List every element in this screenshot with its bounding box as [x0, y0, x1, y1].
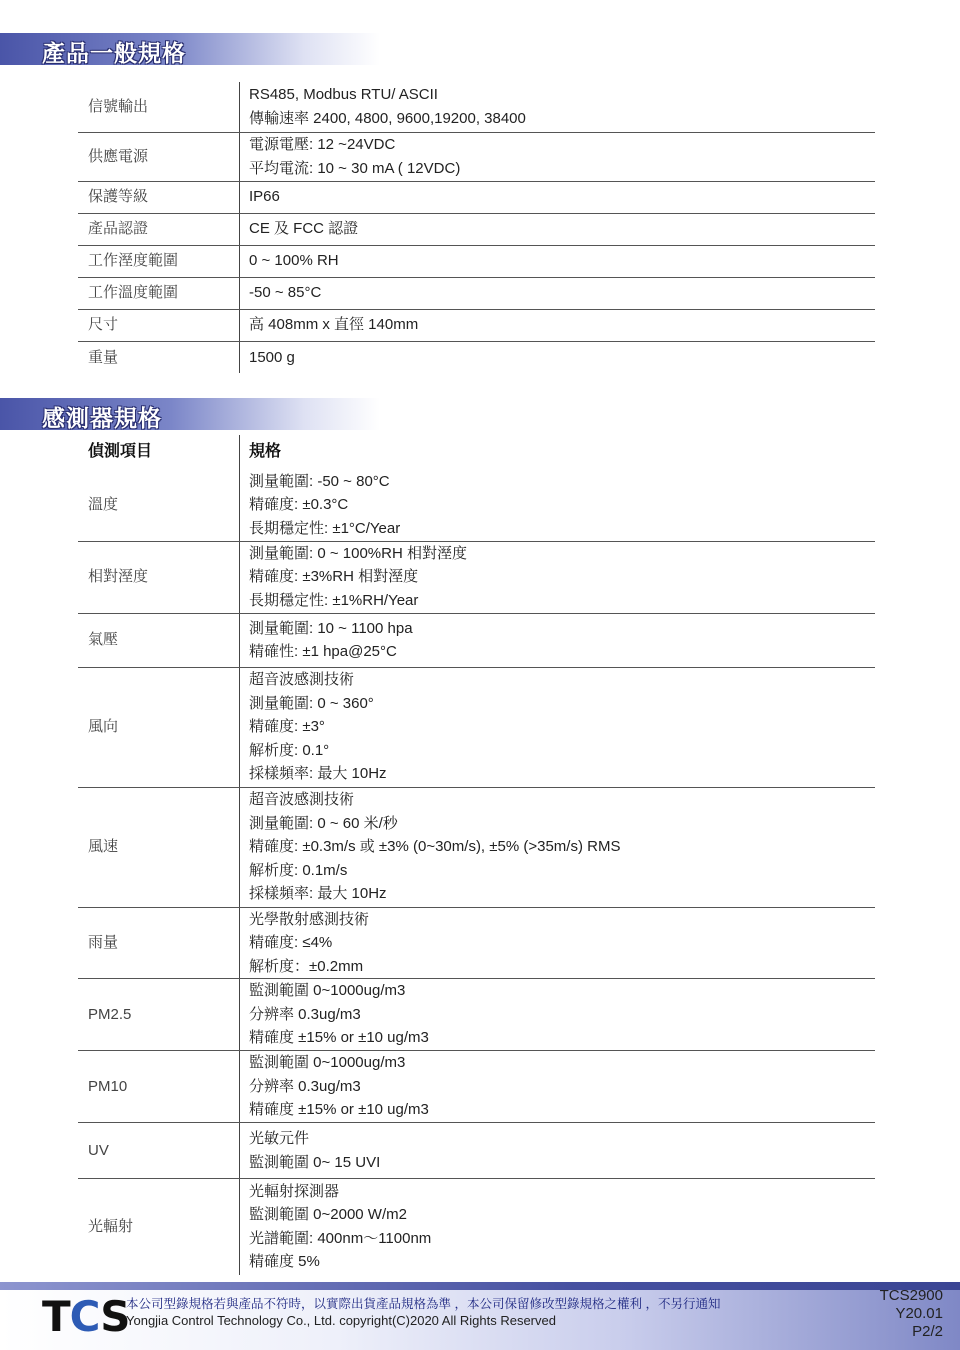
- row-label: 溫度: [78, 469, 240, 541]
- spec-line: 電源電壓: 12 ~24VDC: [249, 136, 396, 153]
- spec-line: 解析度: 0.1°: [249, 741, 330, 759]
- table-row: [78, 469, 875, 541]
- table-row: [78, 82, 875, 132]
- spec-line: 超音波感測技術: [249, 791, 355, 809]
- row-value: [240, 979, 876, 1051]
- header-spec: 規格: [249, 443, 282, 461]
- spec-line: -50 ~ 85°C: [249, 284, 322, 302]
- spec-line: 精確度: ≤4%: [249, 934, 333, 951]
- table-row: [78, 1051, 875, 1123]
- spec-line: 傳輸速率 2400, 4800, 9600,19200, 38400: [249, 109, 526, 127]
- sensor-table-header: [78, 435, 875, 469]
- row-value: [240, 667, 876, 787]
- row-value: [240, 1051, 876, 1123]
- row-value: [240, 787, 876, 907]
- row-label: 保護等級: [78, 181, 240, 213]
- spec-line: IP66: [249, 188, 280, 206]
- row-value: [240, 613, 876, 667]
- spec-line: 高 408mm x 直徑 140mm: [249, 316, 419, 334]
- row-label: PM10: [78, 1051, 240, 1123]
- spec-line: 採樣頻率: 最大 10Hz: [249, 765, 387, 783]
- spec-line: CE 及 FCC 認證: [249, 220, 359, 238]
- sensor-spec-banner: [0, 398, 380, 430]
- sensor-spec-table: [78, 435, 875, 1275]
- row-value: [240, 1179, 876, 1275]
- spec-line: 分辨率 0.3ug/m3: [249, 1005, 361, 1023]
- row-label: 尺寸: [78, 309, 240, 341]
- table-row: [78, 1123, 875, 1179]
- table-row: [78, 1179, 875, 1275]
- table-row: [78, 613, 875, 667]
- row-value: [240, 309, 876, 341]
- spec-line: 光學散射感測技術: [249, 910, 370, 928]
- spec-line: 監測範圍 0~1000ug/m3: [249, 982, 406, 1000]
- spec-line: 分辨率 0.3ug/m3: [249, 1077, 361, 1095]
- row-label: 風向: [78, 667, 240, 787]
- disclaimer-note: 本公司型錄規格若與產品不符時，以實際出貨產品規格為準 ，本公司保留修改型錄規格之權利 ，不另行通知: [126, 1297, 721, 1311]
- table-row: [78, 245, 875, 277]
- footer: [0, 1282, 960, 1350]
- table-row: [78, 541, 875, 613]
- company-logo: TCS: [42, 1292, 130, 1341]
- table-row: [78, 213, 875, 245]
- row-label: 信號輸出: [78, 82, 240, 132]
- row-label: 相對溼度: [78, 541, 240, 613]
- version-number: Y20.01: [895, 1305, 943, 1322]
- spec-line: 測量範圍: 0 ~ 60 米/秒: [249, 814, 398, 832]
- row-label: 氣壓: [78, 613, 240, 667]
- spec-line: RS485, Modbus RTU/ ASCII: [249, 86, 438, 104]
- header-item: 偵測項目: [78, 435, 240, 469]
- table-row: [78, 667, 875, 787]
- spec-line: 解析度: 0.1m/s: [249, 861, 348, 879]
- spec-line: 測量範圍: 0 ~ 360°: [249, 694, 374, 712]
- general-spec-title: 產品一般規格: [42, 41, 186, 67]
- row-label: 重量: [78, 341, 240, 373]
- row-value: [240, 907, 876, 979]
- row-label: 風速: [78, 787, 240, 907]
- row-value: [240, 1123, 876, 1179]
- row-label: 工作溫度範圍: [78, 277, 240, 309]
- row-value: [240, 82, 876, 132]
- row-value: [240, 541, 876, 613]
- footer-swoosh: [0, 1282, 960, 1290]
- table-row: [78, 907, 875, 979]
- spec-line: 精確度 ±15% or ±10 ug/m3: [249, 1029, 429, 1047]
- spec-line: 光譜範圍: 400nm～1100nm: [249, 1229, 432, 1247]
- spec-line: 長期穩定性: ±1%RH/Year: [249, 591, 419, 609]
- spec-line: 精確度: ±3°: [249, 718, 325, 736]
- general-spec-banner: [0, 33, 380, 65]
- table-row: [78, 277, 875, 309]
- spec-line: 精確度: ±3%RH 相對溼度: [249, 568, 419, 586]
- spec-line: 測量範圍: 10 ~ 1100 hpa: [249, 619, 413, 637]
- spec-line: 測量範圍: 0 ~ 100%RH 相對溼度: [249, 544, 467, 562]
- row-label: 供應電源: [78, 132, 240, 181]
- spec-line: 精確性: ±1 hpa@25°C: [249, 643, 397, 660]
- row-label: PM2.5: [78, 979, 240, 1051]
- spec-line: 精確度 5%: [249, 1253, 320, 1271]
- table-row: [78, 309, 875, 341]
- row-value: [240, 469, 876, 541]
- row-value: [240, 181, 876, 213]
- spec-line: 1500 g: [249, 348, 295, 366]
- table-row: [78, 132, 875, 181]
- table-row: [78, 979, 875, 1051]
- spec-line: 監測範圍 0~1000ug/m3: [249, 1054, 406, 1072]
- spec-line: 超音波感測技術: [249, 671, 355, 689]
- row-label: 光輻射: [78, 1179, 240, 1275]
- spec-line: 長期穩定性: ±1°C/Year: [249, 519, 401, 537]
- table-row: [78, 787, 875, 907]
- row-label: UV: [78, 1123, 240, 1179]
- spec-line: 解析度：±0.2mm: [249, 957, 364, 975]
- document-code: [880, 1287, 943, 1341]
- spec-line: 0 ~ 100% RH: [249, 252, 339, 270]
- model-number: TCS2900: [879, 1287, 943, 1304]
- table-row: [78, 341, 875, 373]
- spec-line: 光敏元件: [249, 1130, 310, 1147]
- row-value: [240, 245, 876, 277]
- spec-line: 測量範圍: -50 ~ 80°C: [249, 472, 390, 490]
- row-value: [240, 132, 876, 181]
- spec-line: 光輻射探測器: [249, 1182, 340, 1200]
- copyright-text: Yongjia Control Technology Co., Ltd. copyright(C)2020 All Rights Reserved: [126, 1313, 556, 1328]
- spec-line: 精確度 ±15% or ±10 ug/m3: [249, 1101, 429, 1119]
- row-label: 工作溼度範圍: [78, 245, 240, 277]
- sensor-spec-title: 感測器規格: [42, 406, 162, 432]
- spec-line: 採樣頻率: 最大 10Hz: [249, 885, 387, 903]
- spec-line: 精確度: ±0.3m/s 或 ±3% (0~30m/s), ±5% (>35m/s) RMS: [249, 838, 621, 856]
- general-spec-table: [78, 82, 875, 373]
- row-value: [240, 213, 876, 245]
- row-value: [240, 277, 876, 309]
- row-label: 產品認證: [78, 213, 240, 245]
- spec-line: 精確度: ±0.3°C: [249, 496, 349, 513]
- page-number: P2/2: [912, 1323, 943, 1340]
- table-row: [78, 181, 875, 213]
- row-label: 雨量: [78, 907, 240, 979]
- spec-line: 平均電流: 10 ~ 30 mA ( 12VDC): [249, 159, 461, 177]
- spec-line: 監測範圍 0~2000 W/m2: [249, 1206, 407, 1224]
- spec-line: 監測範圍 0~ 15 UVI: [249, 1153, 381, 1171]
- row-value: [240, 341, 876, 373]
